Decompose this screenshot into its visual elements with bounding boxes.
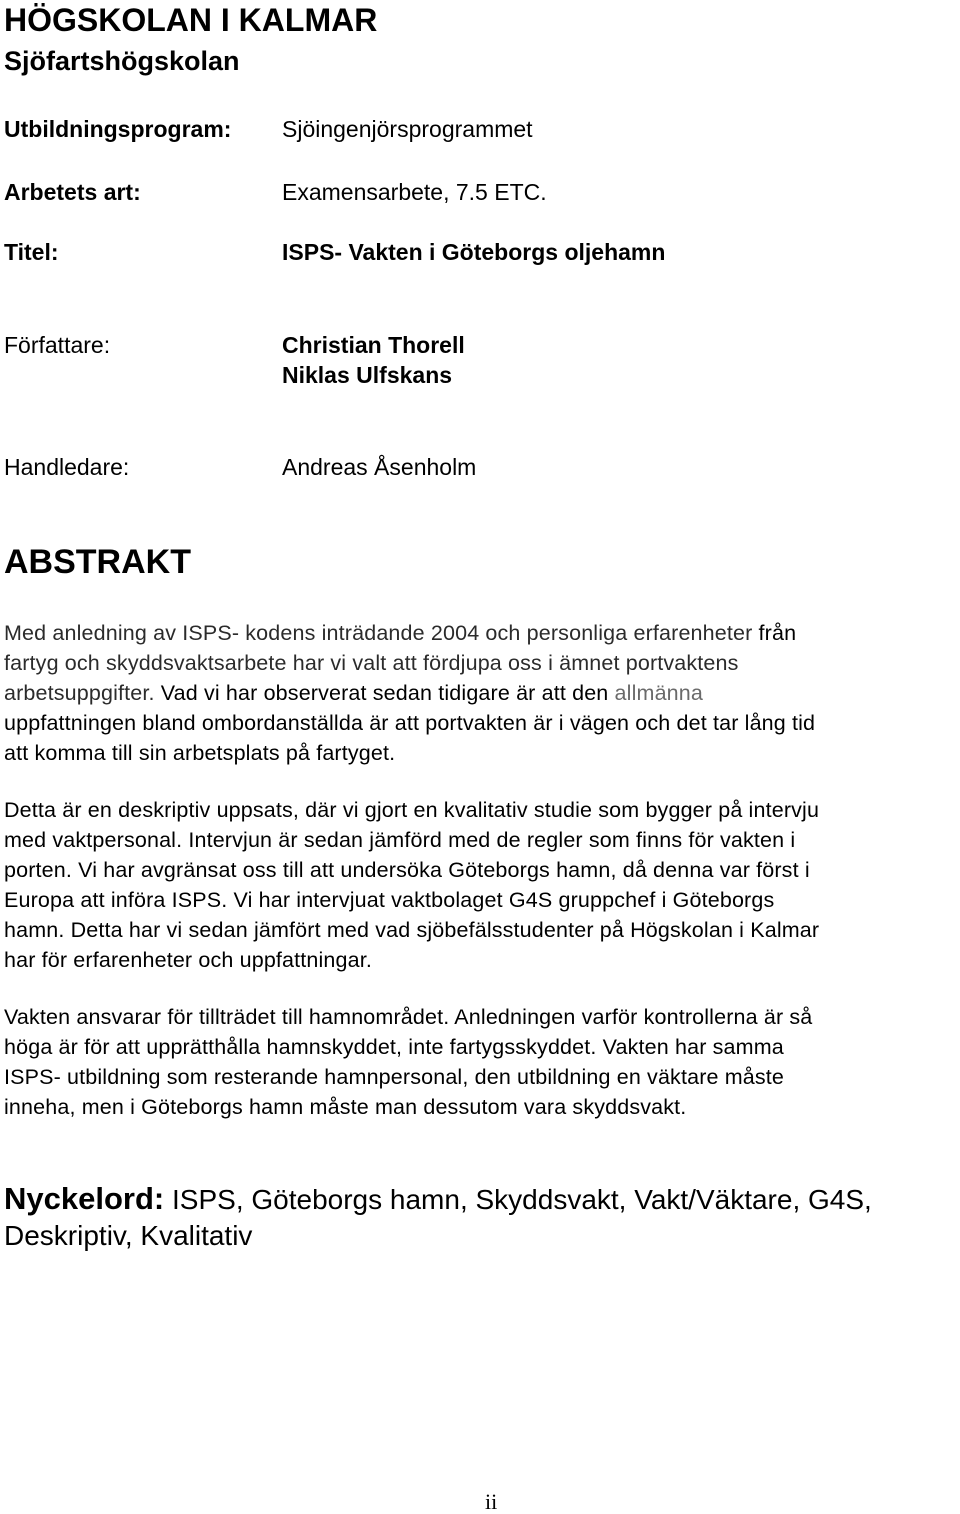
institution-title: HÖGSKOLAN I KALMAR bbox=[4, 2, 378, 38]
author-2: Niklas Ulfskans bbox=[282, 362, 453, 388]
program-value: Sjöingenjörsprogrammet bbox=[282, 116, 533, 142]
abstract-paragraph-3 bbox=[4, 1002, 960, 1122]
text-line: inneha, men i Göteborgs hamn måste man dessutom vara skyddsvakt. bbox=[4, 1095, 687, 1119]
page-number: ii bbox=[485, 1489, 498, 1514]
text-line: porten. Vi har avgränsat oss till att undersöka Göteborgs hamn, då denna var först i bbox=[4, 858, 810, 882]
text-line: ISPS- utbildning som resterande hamnpersonal, den utbildning en väktare måste bbox=[4, 1065, 785, 1089]
abstract-paragraph-2 bbox=[4, 795, 960, 975]
abstract-paragraph-1 bbox=[4, 618, 960, 768]
title-value: ISPS- Vakten i Göteborgs oljehamn bbox=[282, 239, 666, 265]
text-line: höga är för att upprätthålla hamnskyddet, inte fartygsskyddet. Vakten har samma bbox=[4, 1035, 784, 1059]
text-line: Vakten ansvarar för tillträdet till hamnområdet. Anledningen varför kontrollerna är så bbox=[4, 1005, 813, 1029]
supervisor-value: Andreas Åsenholm bbox=[282, 454, 477, 480]
keywords-label: Nyckelord: bbox=[4, 1181, 165, 1216]
program-label: Utbildningsprogram: bbox=[4, 116, 232, 142]
text-line: uppfattningen bland ombordanställda är att portvakten är i vägen och det tar lång tid bbox=[4, 711, 816, 735]
supervisor-label: Handledare: bbox=[4, 454, 130, 480]
text-line: har för erfarenheter och uppfattningar. bbox=[4, 948, 373, 972]
text-line: arbetsuppgifter. Vad vi har observerat sedan tidigare är att den allmänna bbox=[4, 681, 703, 705]
text-line: Europa att införa ISPS. Vi har intervjuat vaktbolaget G4S gruppchef i Göteborgs bbox=[4, 888, 775, 912]
text-line: fartyg och skyddsvaktsarbete har vi valt att fördjupa oss i ämnet portvaktens bbox=[4, 651, 739, 675]
keywords-line: Deskriptiv, Kvalitativ bbox=[4, 1220, 253, 1251]
department-title: Sjöfartshögskolan bbox=[4, 46, 240, 76]
keywords-line: Nyckelord: ISPS, Göteborgs hamn, Skyddsvakt, Vakt/Väktare, G4S, bbox=[4, 1181, 872, 1216]
text-line: med vaktpersonal. Intervjun är sedan jämförd med de regler som finns för vakten i bbox=[4, 828, 796, 852]
author-1: Christian Thorell bbox=[282, 332, 465, 358]
text-line: Med anledning av ISPS- kodens inträdande 2004 och personliga erfarenheter från bbox=[4, 621, 797, 645]
work-type-label: Arbetets art: bbox=[4, 179, 141, 205]
text-line: hamn. Detta har vi sedan jämfört med vad sjöbefälsstudenter på Högskolan i Kalmar bbox=[4, 918, 820, 942]
abstract-heading: ABSTRAKT bbox=[4, 543, 191, 581]
keywords bbox=[4, 1181, 872, 1254]
text-line: att komma till sin arbetsplats på fartyget. bbox=[4, 741, 396, 765]
work-type-value: Examensarbete, 7.5 ETC. bbox=[282, 179, 547, 205]
authors-label: Författare: bbox=[4, 332, 111, 358]
text-line: Detta är en deskriptiv uppsats, där vi gjort en kvalitativ studie som bygger på intervju bbox=[4, 798, 820, 822]
title-label: Titel: bbox=[4, 239, 59, 265]
